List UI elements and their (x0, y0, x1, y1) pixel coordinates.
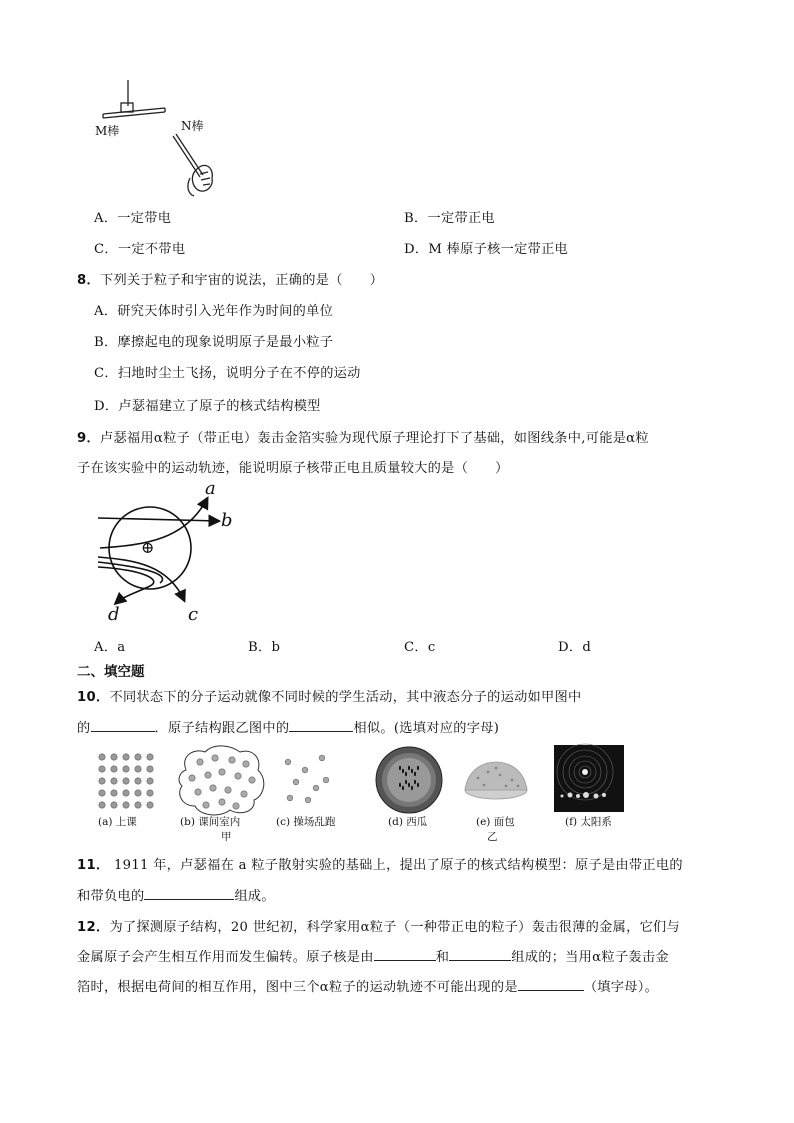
particle-dot (197, 759, 203, 765)
particle-dot (285, 759, 291, 765)
q12-blank-3[interactable] (518, 978, 584, 991)
path-label-d: d (108, 604, 120, 625)
particle-dot (313, 785, 319, 791)
q11-line1-text: 1911 年，卢瑟福在 a 粒子散射实验的基础上，提出了原子的核式结构模型：原子是由带正电的 (109, 858, 683, 873)
q10-number: 10． (77, 690, 110, 705)
particle-dot (111, 802, 117, 808)
particle-dot (123, 754, 129, 760)
particle-dot (483, 784, 486, 787)
particle-dot (305, 797, 311, 803)
seed-mark (405, 772, 407, 776)
bread-picture (465, 762, 527, 799)
seed-mark (408, 766, 410, 770)
q12-line1 (77, 916, 680, 935)
q8-option-d: D．卢瑟福建立了原子的核式结构模型 (94, 399, 321, 414)
particle-dot (319, 755, 325, 761)
q8-option-c: C．扫地时尘土飞扬，说明分子在不停的运动 (94, 366, 361, 381)
q10-line2-part-a: 的 (77, 721, 91, 736)
q12-blank-1[interactable] (374, 948, 436, 961)
particle-dot (205, 772, 211, 778)
q12-line2 (77, 946, 669, 965)
q11-line1 (77, 854, 683, 873)
particle-dot (189, 775, 195, 781)
path-label-a: a (205, 478, 216, 499)
seed-mark (408, 783, 410, 787)
particle-dot (225, 787, 231, 793)
seed-mark (402, 786, 404, 790)
seed-mark (411, 786, 413, 790)
q12-line2-part-a: 金属原子会产生相互作用而发生偏转。原子核是由 (77, 950, 374, 965)
particle-dot (147, 754, 153, 760)
q11-line2-part-a: 和带负电的 (77, 889, 145, 904)
q8-stem-text: 下列关于粒子和宇宙的说法，正确的是（ ） (99, 273, 384, 288)
particle-dot (212, 755, 218, 761)
q12-line2-part-b: 和 (435, 950, 450, 965)
q12-number: 12． (77, 920, 110, 935)
q11-line2-part-b: 组成。 (234, 889, 275, 904)
particle-dot (499, 774, 502, 777)
q7-option-d: D．M 棒原子核一定带正电 (404, 242, 569, 257)
q9-option-b: B．b (248, 640, 281, 655)
seed-mark (414, 780, 416, 784)
section-title: 二、填空题 (77, 664, 145, 680)
q9-option-a: A．a (94, 640, 126, 655)
caption-b: (b) 课间室内 (180, 816, 241, 828)
particle-dot (123, 778, 129, 784)
q10-line2-part-b: ．原子结构跟乙图中的 (154, 721, 290, 736)
n-rod-label: N棒 (181, 119, 204, 133)
q9-option-d: D．d (558, 640, 592, 655)
particle-dot (135, 790, 141, 796)
q12-line2-part-c: 组成的；当用α粒子轰击金 (511, 950, 669, 965)
particle-dot (293, 779, 299, 785)
particle-dot (517, 785, 520, 788)
particle-dot (511, 779, 514, 782)
particle-dot (235, 773, 241, 779)
particle-dot (287, 795, 293, 801)
particle-dot (99, 778, 105, 784)
q10-line1-text: 不同状态下的分子运动就像不同时候的学生活动，其中液态分子的运动如甲图中 (109, 690, 582, 705)
nucleus-symbol: ⊕ (141, 538, 155, 557)
particle-dot (111, 766, 117, 772)
particle-dot (111, 778, 117, 784)
caption-a: (a) 上课 (98, 816, 137, 828)
path-label-b: b (221, 510, 233, 531)
caption-b-sub: 甲 (221, 831, 232, 843)
particle-dot (487, 771, 490, 774)
particle-dot (99, 754, 105, 760)
particle-dot (147, 802, 153, 808)
seed-mark (414, 772, 416, 776)
particle-dot (147, 790, 153, 796)
q11-number: 11． (77, 858, 110, 873)
seed-mark (405, 780, 407, 784)
q9-stem-text-1: 卢瑟福用α粒子（带正电）轰击金箔实验为现代原子理论打下了基础，如图线条中,可能是α粒 (99, 431, 649, 446)
particle-dot (123, 766, 129, 772)
particle-dot (123, 790, 129, 796)
q9-option-c: C．c (404, 640, 436, 655)
particle-dot (505, 785, 508, 788)
q7-option-b: B．一定带正电 (404, 211, 495, 226)
particle-dot (195, 789, 201, 795)
q12-line3 (77, 976, 658, 995)
particle-dot (219, 799, 225, 805)
particle-dot (302, 767, 308, 773)
m-rod-label: M棒 (95, 124, 120, 138)
q11-blank-1[interactable] (144, 887, 234, 900)
particle-dot (241, 791, 247, 797)
seed-mark (417, 766, 419, 770)
seed-mark (402, 769, 404, 773)
caption-e-sub: 乙 (487, 831, 498, 843)
particle-dot (135, 766, 141, 772)
particle-dot (249, 777, 255, 783)
particle-dot (229, 757, 235, 763)
q11-line2 (77, 885, 275, 904)
caption-c: (c) 操场乱跑 (276, 816, 336, 828)
q12-line3-part-b: （填字母）。 (583, 980, 659, 995)
particle-dot (203, 802, 209, 808)
particle-dot (99, 790, 105, 796)
caption-f: (f) 太阳系 (565, 816, 612, 828)
particle-dot (210, 785, 216, 791)
q12-blank-2[interactable] (449, 948, 511, 961)
particle-dot (147, 766, 153, 772)
lattice-picture (99, 754, 153, 808)
watermelon-picture (376, 747, 442, 813)
particle-dot (219, 769, 225, 775)
q9-number: 9． (77, 431, 100, 446)
q12-line1-text: 为了探测原子结构，20 世纪初，科学家用α粒子（一种带正电的粒子）轰击很薄的金属，它们与 (109, 920, 681, 935)
q8-number: 8． (77, 273, 100, 288)
q8-option-a: A．研究天体时引入光年作为时间的单位 (94, 304, 334, 319)
particle-dot (111, 790, 117, 796)
solar-system-picture (554, 744, 624, 812)
seed-mark (399, 766, 401, 770)
q12-line3-part-a: 箔时，根据电荷间的相互作用，图中三个α粒子的运动轨迹不可能出现的是 (77, 980, 518, 995)
seed-mark (411, 769, 413, 773)
q7-option-a: A．一定带电 (94, 211, 172, 226)
particle-dot (135, 802, 141, 808)
caption-e: (e) 面包 (476, 816, 515, 828)
particle-dot (233, 803, 239, 809)
particle-dot (243, 761, 249, 767)
particle-dot (99, 766, 105, 772)
particle-dot (135, 778, 141, 784)
seed-mark (399, 783, 401, 787)
q9-stem-line2: 子在该实验中的运动轨迹，能说明原子核带正电且质量较大的是（ ） (77, 461, 509, 476)
particle-dot (323, 777, 329, 783)
q10-line2-part-c: 相似。(选填对应的字母) (353, 721, 500, 736)
particle-dot (99, 802, 105, 808)
particle-dot (135, 754, 141, 760)
particle-dot (477, 777, 480, 780)
q8-option-b: B．摩擦起电的现象说明原子是最小粒子 (94, 335, 334, 350)
path-label-c: c (188, 604, 199, 625)
particle-dot (111, 754, 117, 760)
q7-option-c: C．一定不带电 (94, 242, 186, 257)
seed-mark (417, 783, 419, 787)
caption-d: (d) 西瓜 (388, 816, 428, 828)
particle-dot (495, 767, 498, 770)
particle-dot (147, 778, 153, 784)
particle-dot (123, 802, 129, 808)
